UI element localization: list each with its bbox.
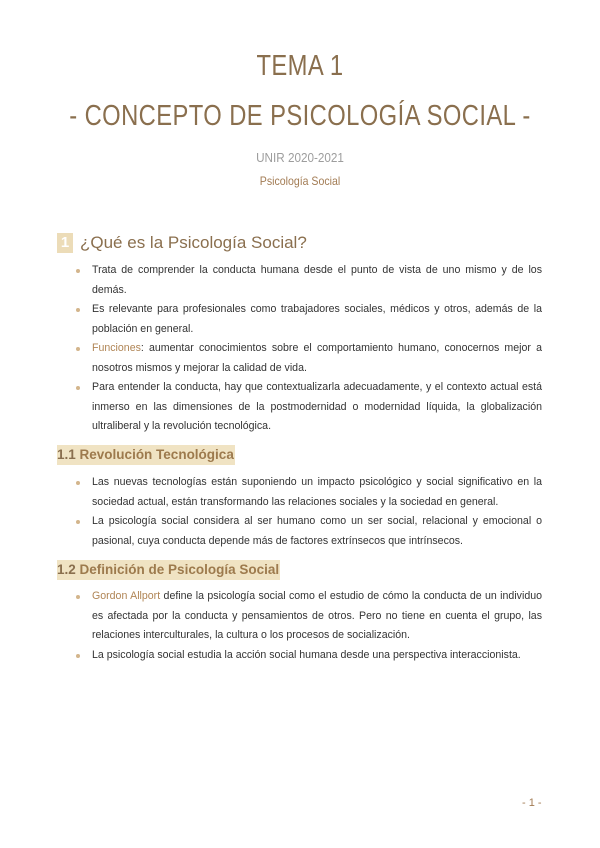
section-1-1-list: [74, 473, 542, 551]
bullet-icon: [76, 347, 80, 351]
institution-label: UNIR 2020-2021: [256, 150, 344, 165]
section-number: 1: [57, 233, 73, 253]
bullet-icon: [76, 654, 80, 658]
section-number: 1.1: [57, 447, 76, 462]
highlight-term: Funciones: [92, 342, 141, 354]
section-number: 1.2: [57, 562, 76, 577]
list-item: La psicología social considera al ser humano como un ser social, relacional y emocional o pasional, cuya conducta depende más de factores extrínsecos que intrínsecos.: [74, 512, 542, 551]
section-title: Revolución Tecnológica: [79, 447, 234, 462]
section-heading-1: [57, 233, 307, 253]
bullet-icon: [76, 595, 80, 599]
highlight-term: Gordon Allport: [92, 590, 161, 602]
bullet-icon: [76, 308, 80, 312]
list-item: La psicología social estudia la acción social humana desde una perspectiva interaccionista.: [74, 646, 542, 666]
document-title: TEMA 1: [256, 50, 344, 82]
list-item: Para entender la conducta, hay que contextualizarla adecuadamente, y el contexto actual está inmerso en las dimensiones de la postmodernidad o modernidad líquida, la globalización ultraliberal y la revolución tecnológica.: [74, 378, 542, 437]
bullet-icon: [76, 269, 80, 273]
bullet-icon: [76, 520, 80, 524]
section-heading-1-2: [57, 560, 280, 580]
section-title: ¿Qué es la Psicología Social?: [80, 233, 307, 252]
section-1-list: [74, 261, 542, 437]
section-title: Definición de Psicología Social: [79, 562, 280, 577]
list-item: Funciones: aumentar conocimientos sobre el comportamiento humano, conocernos mejor a nosotros mismos y mejorar la calidad de vida.: [74, 339, 542, 378]
subject-label: Psicología Social: [259, 174, 341, 188]
bullet-icon: [76, 386, 80, 390]
document-subtitle: - CONCEPTO DE PSICOLOGÍA SOCIAL -: [69, 100, 531, 132]
bullet-icon: [76, 481, 80, 485]
list-item: Trata de comprender la conducta humana desde el punto de vista de uno mismo y de los demás.: [74, 261, 542, 300]
list-item: Es relevante para profesionales como trabajadores sociales, médicos y otros, además de la población en general.: [74, 300, 542, 339]
section-1-2-list: [74, 587, 542, 665]
section-heading-1-1: [57, 445, 235, 465]
list-item: Las nuevas tecnologías están suponiendo un impacto psicológico y social significativo en la sociedad actual, están transformando las relaciones sociales y la sociedad en general.: [74, 473, 542, 512]
list-item: Gordon Allport define la psicología social como el estudio de cómo la conducta de un individuo es afectada por la conducta y pensamientos de otros. Pero no tiene en cuenta el grupo, las relaciones interculturales, la cultura o los procesos de socialización.: [74, 587, 542, 646]
page-number: - 1 -: [522, 797, 542, 809]
